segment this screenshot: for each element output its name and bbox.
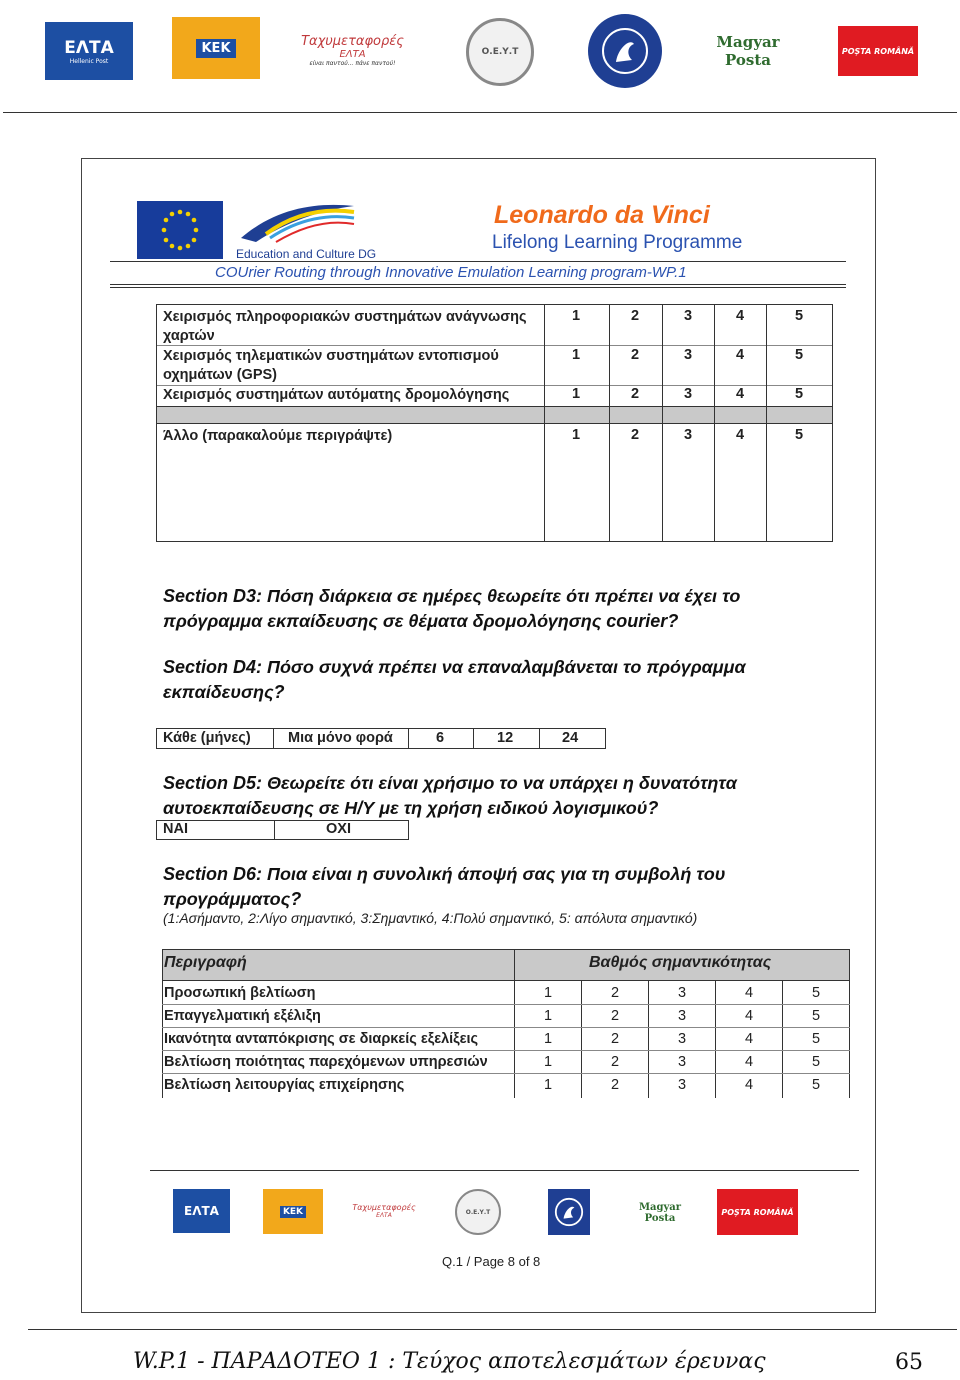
- document-footer-text: W.P.1 - ΠΑΡΑΔΟΤΕΟ 1 : Τεύχος αποτελεσμάτων έρευνας: [133, 1349, 766, 1374]
- frequency-table-colline: [473, 728, 474, 749]
- inner-page-label: Q.1 / Page 8 of 8: [442, 1254, 541, 1269]
- skills-table-separator-band: [157, 406, 832, 424]
- yes-no-table-border: [156, 820, 409, 840]
- skills-row-4-scale-5: 5: [794, 427, 804, 443]
- section-d5-line-2: αυτοεκπαίδευσης σε Η/Υ με τη χρήση ειδικού λογισμικού?: [163, 798, 659, 818]
- importance-table-colline: [648, 981, 649, 1098]
- footer-taxy-logo: [343, 1189, 425, 1233]
- skills-row-4-scale-2: 2: [630, 427, 640, 443]
- program-title: COUrier Routing through Innovative Emulation Learning program-WP.1: [215, 264, 687, 281]
- section-d5-line-1: Section D5: Θεωρείτε ότι είναι χρήσιμο το να υπάρχει η δυνατότητα: [163, 773, 737, 793]
- importance-row-5-scale-3: 3: [677, 1077, 687, 1093]
- skills-row-2-scale-2: 2: [630, 347, 640, 363]
- taxy-logo-sub: ΕΛΤΑ: [339, 48, 366, 60]
- importance-row-5-scale-2: 2: [610, 1077, 620, 1093]
- footer-blue-emblem-logo: [548, 1189, 590, 1235]
- importance-row-3-scale-2: 2: [610, 1031, 620, 1047]
- importance-row-3-scale-1: 1: [543, 1031, 553, 1047]
- document-page-number: 65: [895, 1350, 923, 1375]
- document-footer-rule: [28, 1329, 957, 1330]
- importance-row-2-scale-4: 4: [744, 1008, 754, 1024]
- importance-row-4-scale-1: 1: [543, 1054, 553, 1070]
- footer-posta-romana-logo: [717, 1189, 798, 1235]
- seal-logo-text: Ο.Ε.Υ.Τ: [481, 47, 519, 57]
- skills-row-3-line-1: Χειρισμός συστημάτων αυτόματης δρομολόγησης: [163, 387, 510, 403]
- importance-row-4-label: Βελτίωση ποιότητας παρεχόμενων υπηρεσιών: [164, 1054, 488, 1070]
- frequency-cell-24: 24: [562, 730, 579, 746]
- skills-row-2-scale-1: 1: [571, 347, 581, 363]
- skills-table-colline: [714, 304, 715, 542]
- importance-row-5-scale-5: 5: [811, 1077, 821, 1093]
- section-d4-line-2: εκπαίδευσης?: [163, 682, 285, 702]
- footer-taxy-logo-sub: ΕΛΤΑ: [376, 1212, 392, 1219]
- importance-row-1-scale-1: 1: [543, 985, 553, 1001]
- lifelong-subtitle: Lifelong Learning Programme: [492, 232, 743, 253]
- footer-posta-romana-text: POȘTA ROMÂNĂ: [721, 1207, 794, 1217]
- footer-magyar-posta-text: Magyar Posta: [638, 1202, 682, 1224]
- magyar-posta-text: Magyar Posta: [716, 32, 780, 69]
- skills-row-2-line-2: οχημάτων (GPS): [163, 367, 278, 383]
- footer-seal-logo: [455, 1189, 501, 1235]
- section-d4: [163, 655, 746, 705]
- frequency-table-colline: [408, 728, 409, 749]
- skills-row-3-label: [163, 386, 509, 405]
- importance-header-description: Περιγραφή: [164, 954, 247, 971]
- frequency-cell-12: 12: [497, 730, 514, 746]
- frequency-cell-6: 6: [436, 730, 445, 746]
- leonardo-title: Leonardo da Vinci: [494, 201, 710, 229]
- education-culture-swoosh-icon: [236, 198, 356, 246]
- skills-row-1-scale-4: 4: [735, 308, 745, 324]
- skills-row-1-scale-2: 2: [630, 308, 640, 324]
- elta-logo: [45, 22, 133, 80]
- skills-row-3-scale-2: 2: [630, 386, 640, 402]
- importance-row-5-label: Βελτίωση λειτουργίας επιχείρησης: [164, 1077, 405, 1093]
- skills-row-1-scale-1: 1: [571, 308, 581, 324]
- importance-row-1-scale-4: 4: [744, 985, 754, 1001]
- importance-row-2-label: Επαγγελματική εξέλιξη: [164, 1008, 321, 1024]
- eu-flag: [137, 201, 223, 259]
- section-d6-line-1: Section D6: Ποια είναι η συνολική άποψή σας για τη συμβολή του: [163, 864, 726, 884]
- importance-row-1-scale-5: 5: [811, 985, 821, 1001]
- elta-logo-text: ΕΛΤΑ: [64, 37, 114, 58]
- skills-row-2-scale-5: 5: [794, 347, 804, 363]
- footer-elta-logo-text: ΕΛΤΑ: [184, 1204, 219, 1218]
- importance-row-2-scale-1: 1: [543, 1008, 553, 1024]
- kek-logo: [172, 17, 260, 79]
- importance-row-4-scale-5: 5: [811, 1054, 821, 1070]
- importance-row-4-scale-4: 4: [744, 1054, 754, 1070]
- posta-romana-logo: [838, 26, 918, 76]
- importance-row-1-scale-2: 2: [610, 985, 620, 1001]
- skills-row-4-scale-3: 3: [683, 427, 693, 443]
- section-d6: [163, 862, 725, 912]
- skills-table-colline: [609, 304, 610, 542]
- skills-table-colline: [662, 304, 663, 542]
- skills-table-colline: [544, 304, 545, 542]
- importance-row-5-scale-1: 1: [543, 1077, 553, 1093]
- skills-row-1-scale-3: 3: [683, 308, 693, 324]
- importance-row-2-scale-2: 2: [610, 1008, 620, 1024]
- skills-row-1-line-1: Χειρισμός πληροφοριακών συστημάτων ανάγνωσης: [163, 309, 527, 325]
- skills-row-3-scale-3: 3: [683, 386, 693, 402]
- yes-no-table-colline: [274, 820, 275, 840]
- footer-kek-logo: [263, 1189, 323, 1234]
- kek-logo-text: ΚΕΚ: [196, 39, 235, 58]
- skills-row-1-scale-5: 5: [794, 308, 804, 324]
- section-d3-line-2: πρόγραμμα εκπαίδευσης σε θέματα δρομολόγησης courier?: [163, 611, 679, 631]
- skills-row-1-line-2: χαρτών: [163, 328, 215, 344]
- yes-cell: ΝΑΙ: [163, 821, 188, 837]
- importance-row-3-scale-5: 5: [811, 1031, 821, 1047]
- seal-logo: [466, 18, 534, 86]
- footer-emblem-icon: [554, 1197, 584, 1227]
- importance-row-1-label: Προσωπική βελτίωση: [164, 985, 316, 1001]
- header-rule-top: [110, 261, 846, 262]
- no-cell: ΟΧΙ: [326, 821, 351, 837]
- skills-row-2-scale-3: 3: [683, 347, 693, 363]
- importance-header-scale: Βαθμός σημαντικότητας: [589, 954, 772, 971]
- frequency-table-colline: [273, 728, 274, 749]
- section-d4-line-1: Section D4: Πόσο συχνά πρέπει να επαναλαμβάνεται το πρόγραμμα: [163, 657, 746, 677]
- importance-table-colline: [782, 981, 783, 1098]
- skills-table-colline: [766, 304, 767, 542]
- blue-emblem-logo: [588, 14, 662, 88]
- header-rule-mid: [110, 284, 846, 285]
- section-d5: [163, 771, 737, 821]
- importance-table-colline: [715, 981, 716, 1098]
- skills-row-3-scale-4: 4: [735, 386, 745, 402]
- section-d3-line-1: Section D3: Πόση διάρκεια σε ημέρες θεωρείτε ότι πρέπει να έχει το: [163, 586, 741, 606]
- education-culture-label: Education and Culture DG: [236, 247, 377, 261]
- footer-magyar-posta-logo: [624, 1194, 696, 1232]
- skills-row-2-scale-4: 4: [735, 347, 745, 363]
- importance-row-2-scale-3: 3: [677, 1008, 687, 1024]
- importance-row-4-scale-2: 2: [610, 1054, 620, 1070]
- skills-row-1-label: [163, 308, 527, 346]
- footer-seal-logo-text: Ο.Ε.Υ.Τ: [465, 1208, 491, 1216]
- emblem-icon: [600, 26, 650, 76]
- importance-row-3-label: Ικανότητα ανταπόκρισης σε διαρκείς εξελίξεις: [164, 1031, 479, 1047]
- importance-row-1-scale-3: 3: [677, 985, 687, 1001]
- taxy-logo: [290, 18, 415, 82]
- importance-row-4-scale-3: 3: [677, 1054, 687, 1070]
- section-d6-legend: (1:Ασήμαντο, 2:Λίγο σημαντικό, 3:Σημαντικό, 4:Πολύ σημαντικό, 5: απόλυτα σημαντικό): [163, 910, 698, 926]
- importance-table-rowline: [162, 1004, 850, 1005]
- footer-taxy-logo-title: Ταχυμεταφορές: [352, 1203, 416, 1212]
- inner-footer-rule: [150, 1170, 859, 1171]
- importance-table-colline: [514, 949, 515, 1098]
- header-rule-bottom: [110, 287, 846, 288]
- importance-row-3-scale-4: 4: [744, 1031, 754, 1047]
- elta-logo-sub: Hellenic Post: [69, 57, 109, 65]
- importance-table-colline: [581, 981, 582, 1098]
- skills-row-4-scale-4: 4: [735, 427, 745, 443]
- magyar-posta-logo: [698, 28, 798, 73]
- importance-row-5-scale-4: 4: [744, 1077, 754, 1093]
- footer-kek-logo-text: ΚΕΚ: [280, 1206, 306, 1218]
- frequency-table-colline: [539, 728, 540, 749]
- importance-row-3-scale-3: 3: [677, 1031, 687, 1047]
- skills-row-4-scale-1: 1: [571, 427, 581, 443]
- skills-row-3-scale-5: 5: [794, 386, 804, 402]
- importance-row-2-scale-5: 5: [811, 1008, 821, 1024]
- skills-row-2-label: [163, 347, 499, 385]
- skills-row-4-label: [163, 427, 392, 446]
- skills-row-2-line-1: Χειρισμός τηλεματικών συστημάτων εντοπισμού: [163, 348, 499, 364]
- skills-row-3-scale-1: 1: [571, 386, 581, 402]
- taxy-logo-title: Ταχυμεταφορές: [301, 33, 404, 49]
- frequency-cell-once: Μια μόνο φορά: [288, 730, 393, 746]
- eu-stars-icon: [137, 201, 223, 259]
- section-d3: [163, 584, 740, 634]
- taxy-logo-tag: είναι παντού... πάνε παντού!: [309, 59, 396, 67]
- footer-elta-logo: [173, 1189, 230, 1233]
- importance-table-rowline: [162, 1073, 850, 1074]
- importance-table-rowline: [162, 1027, 850, 1028]
- frequency-cell-every-months: Κάθε (μήνες): [163, 730, 251, 746]
- skills-row-4-line-1: Άλλο (παρακαλούμε περιγράψτε): [163, 428, 393, 444]
- posta-romana-text: POȘTA ROMÂNĂ: [841, 46, 915, 56]
- importance-table-rowline: [162, 1050, 850, 1051]
- section-d6-line-2: προγράμματος?: [163, 889, 302, 909]
- top-rule: [3, 112, 957, 113]
